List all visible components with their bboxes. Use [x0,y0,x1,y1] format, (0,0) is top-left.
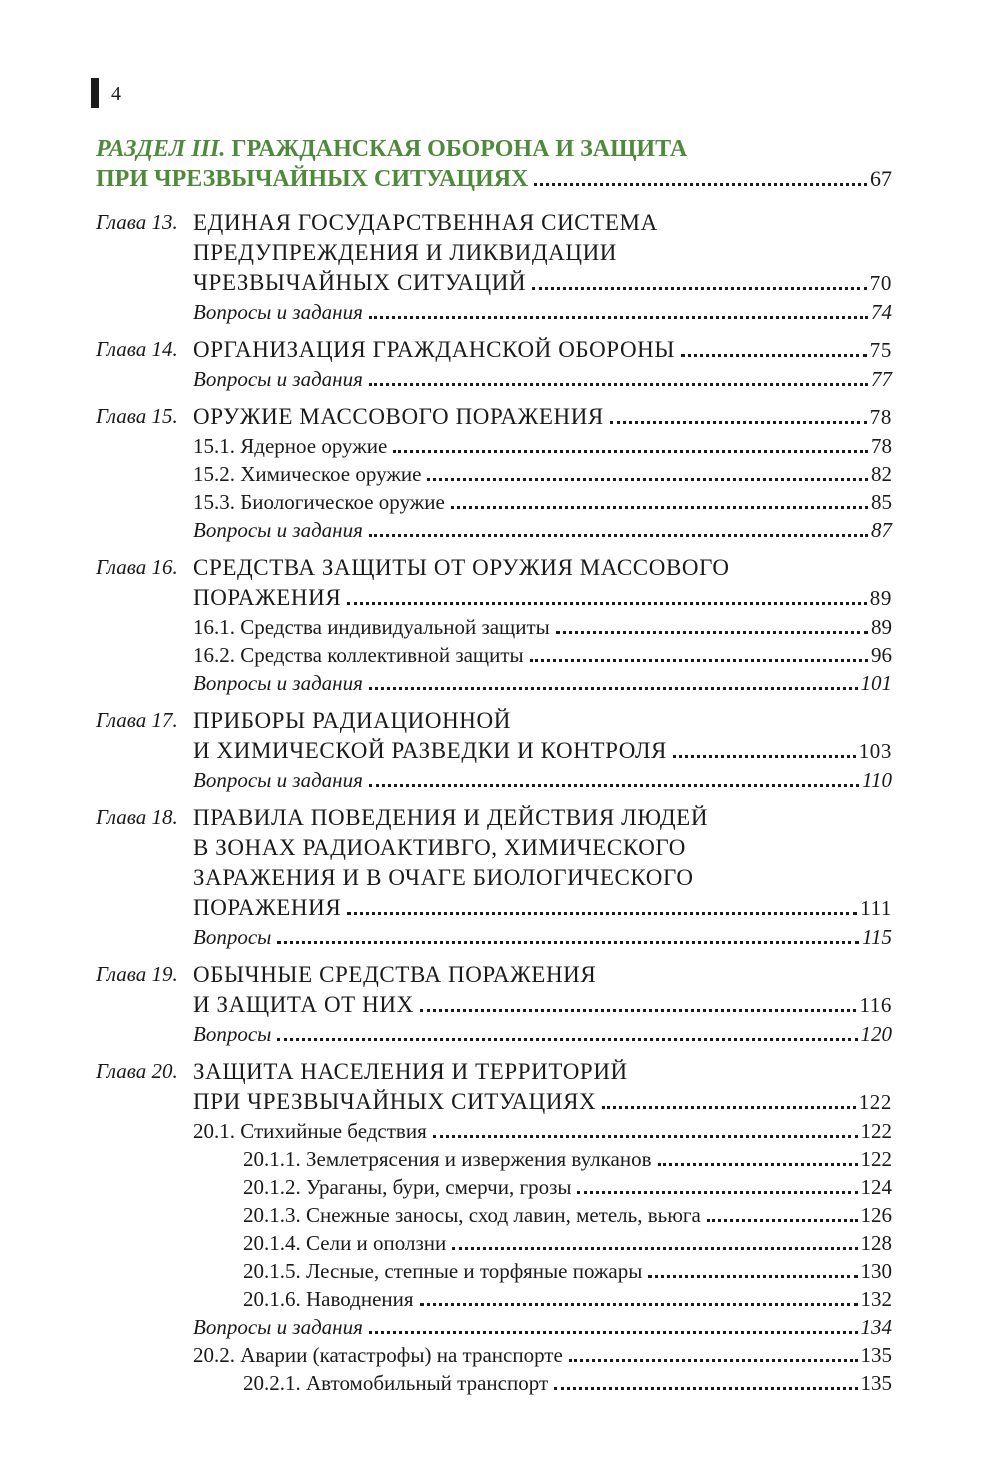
entry-page-number: 101 [860,671,892,695]
toc-chapter [96,402,892,544]
entry-title: 20.1.1. Землетрясения и извержения вулканов [243,1147,652,1171]
entry-page-number: 130 [860,1259,892,1283]
dot-leader [534,183,867,186]
dot-leader [602,1106,855,1109]
toc-entry[interactable] [193,706,892,736]
toc-entry[interactable] [193,516,892,544]
toc-entry[interactable] [193,766,892,794]
entry-page-number: 115 [862,925,892,949]
entry-title: 20.1.6. Наводнения [243,1287,414,1311]
chapter-entries [193,706,892,794]
dot-leader [369,784,859,787]
toc-chapter [96,335,892,393]
dot-leader [532,287,867,290]
toc-entry[interactable] [193,1173,892,1201]
entry-page-number: 120 [860,1022,892,1046]
entry-title: ОРУЖИЕ МАССОВОГО ПОРАЖЕНИЯ [193,404,604,429]
dot-leader [673,755,856,758]
dot-leader [369,534,868,537]
entry-page-number: 128 [860,1231,892,1255]
toc-entry[interactable] [193,960,892,990]
entry-page-number: 134 [860,1315,892,1339]
entry-title: ПРИБОРЫ РАДИАЦИОННОЙ [193,708,511,733]
dot-leader [530,659,868,662]
toc-entry[interactable] [193,613,892,641]
dot-leader [681,354,867,357]
page-marker-bar [91,78,99,108]
section-label: РАЗДЕЛ III. [96,136,226,162]
chapter-label: Глава 18. [96,805,178,829]
toc-entry[interactable] [193,833,892,863]
toc-entry[interactable] [193,402,892,432]
entry-title: Вопросы [193,1022,272,1046]
entry-title: Вопросы и задания [193,1315,363,1339]
chapter-entries [193,1057,892,1397]
entry-page-number: 124 [860,1175,892,1199]
entry-title: ОБЫЧНЫЕ СРЕДСТВА ПОРАЖЕНИЯ [193,962,597,987]
entry-title: ПОРАЖЕНИЯ [193,895,342,920]
entry-title: ПРИ ЧРЕЗВЫЧАЙНЫХ СИТУАЦИЯХ [193,1089,597,1114]
dot-leader [707,1219,858,1222]
entry-title: ЧРЕЗВЫЧАЙНЫХ СИТУАЦИЙ [193,270,527,295]
entry-page-number: 110 [862,768,892,792]
dot-leader [347,602,867,605]
entry-title: 15.1. Ядерное оружие [193,434,388,458]
entry-page-number: 85 [871,490,892,514]
entry-page-number: 89 [869,586,892,610]
toc-chapter [96,1057,892,1397]
dot-leader [369,687,858,690]
entry-title: И ХИМИЧЕСКОЙ РАЗВЕДКИ И КОНТРОЛЯ [193,738,667,763]
entry-page-number: 89 [871,615,892,639]
entry-title: ЕДИНАЯ ГОСУДАРСТВЕННАЯ СИСТЕМА [193,210,658,235]
entry-page-number: 78 [869,405,892,429]
dot-leader [433,1135,858,1138]
entry-title: ПРЕДУПРЕЖДЕНИЯ И ЛИКВИДАЦИИ [193,240,618,265]
dot-leader [393,450,868,453]
toc-entry[interactable] [193,1087,892,1117]
entry-page-number: 96 [871,643,892,667]
entry-page-number: 82 [871,462,892,486]
toc-entry[interactable] [193,990,892,1020]
entry-title: Вопросы и задания [193,768,363,792]
toc-entry[interactable] [193,583,892,613]
toc-entry[interactable] [193,1057,892,1087]
dot-leader [451,506,868,509]
entry-title: И ЗАЩИТА ОТ НИХ [193,992,414,1017]
toc-entry[interactable] [193,1145,892,1173]
toc-entry[interactable] [193,1020,892,1048]
entry-title: 20.2. Аварии (катастрофы) на транспорте [193,1343,563,1367]
entry-title: ПОРАЖЕНИЯ [193,585,342,610]
entry-page-number: 135 [860,1343,892,1367]
toc-entry[interactable] [193,1201,892,1229]
entry-title: Вопросы и задания [193,300,363,324]
entry-title: 15.3. Биологическое оружие [193,490,445,514]
dot-leader [554,1387,857,1390]
toc-entry[interactable] [193,1369,892,1397]
toc-entry[interactable] [193,365,892,393]
toc-entry[interactable] [193,923,892,951]
chapter-label: Глава 15. [96,404,178,428]
toc-chapter [96,960,892,1048]
toc-chapter [96,803,892,951]
toc-entry[interactable] [193,1313,892,1341]
toc-entry[interactable] [193,1285,892,1313]
entry-title: 20.1.5. Лесные, степные и торфяные пожары [243,1259,643,1283]
chapter-label: Глава 19. [96,962,178,986]
chapter-entries [193,803,892,951]
entry-page-number: 111 [860,896,892,920]
toc-entry[interactable] [193,208,892,238]
section-page: 67 [870,166,892,191]
chapter-entries [193,335,892,393]
chapter-label: Глава 20. [96,1059,178,1083]
chapter-entries [193,553,892,697]
dot-leader [577,1191,857,1194]
section-heading-line2 [96,164,892,194]
toc-entry[interactable] [193,335,892,365]
entry-title: 20.1.3. Снежные заносы, сход лавин, метель, вьюга [243,1203,701,1227]
dot-leader [347,912,857,915]
entry-page-number: 77 [871,367,892,391]
chapter-entries [193,402,892,544]
entry-page-number: 70 [869,271,892,295]
dot-leader [452,1247,857,1250]
dot-leader [427,478,868,481]
toc-chapter [96,208,892,326]
toc-entry[interactable] [193,893,892,923]
dot-leader [369,1331,858,1334]
entry-title: СРЕДСТВА ЗАЩИТЫ ОТ ОРУЖИЯ МАССОВОГО [193,555,730,580]
entry-title: Вопросы и задания [193,671,363,695]
toc-entry[interactable] [193,669,892,697]
toc-entry[interactable] [193,863,892,893]
toc-entry[interactable] [193,298,892,326]
entry-page-number: 116 [859,993,892,1017]
toc-entry[interactable] [193,1257,892,1285]
toc-entry[interactable] [193,803,892,833]
entry-page-number: 75 [869,338,892,362]
entry-page-number: 74 [871,300,892,324]
entry-title: Вопросы и задания [193,518,363,542]
section-heading-line1 [96,134,892,164]
page-number: 4 [111,83,121,105]
dot-leader [420,1303,858,1306]
entry-title: 16.2. Средства коллективной защиты [193,643,524,667]
dot-leader [569,1359,858,1362]
section-title-line2: ПРИ ЧРЕЗВЫЧАЙНЫХ СИТУАЦИЯХ [96,166,529,192]
toc-entry[interactable] [193,1117,892,1145]
chapter-label: Глава 14. [96,337,178,361]
table-of-contents [96,208,892,1406]
entry-title: Вопросы и задания [193,367,363,391]
toc-entry[interactable] [193,553,892,583]
entry-title: ОРГАНИЗАЦИЯ ГРАЖДАНСКОЙ ОБОРОНЫ [193,337,676,362]
entry-page-number: 103 [858,739,892,763]
entry-page-number: 122 [860,1147,892,1171]
toc-entry[interactable] [193,641,892,669]
section-title-line1: ГРАЖДАНСКАЯ ОБОРОНА И ЗАЩИТА [231,136,688,162]
dot-leader [369,316,868,319]
dot-leader [277,1038,857,1041]
toc-chapter [96,706,892,794]
toc-entry[interactable] [193,238,892,268]
entry-page-number: 132 [860,1287,892,1311]
toc-entry[interactable] [193,1341,892,1369]
chapter-entries [193,208,892,326]
chapter-label: Глава 16. [96,555,178,579]
dot-leader [610,421,867,424]
chapter-label: Глава 17. [96,708,178,732]
entry-title: ПРАВИЛА ПОВЕДЕНИЯ И ДЕЙСТВИЯ ЛЮДЕЙ [193,805,709,830]
entry-title: 20.2.1. Автомобильный транспорт [243,1371,549,1395]
toc-chapter [96,553,892,697]
entry-title: ЗАЩИТА НАСЕЛЕНИЯ И ТЕРРИТОРИЙ [193,1059,628,1084]
toc-entry[interactable] [193,460,892,488]
dot-leader [369,383,868,386]
entry-title: 20.1. Стихийные бедствия [193,1119,427,1143]
toc-entry[interactable] [193,432,892,460]
chapter-entries [193,960,892,1048]
section-heading [96,134,892,194]
entry-page-number: 122 [860,1119,892,1143]
entry-title: 15.2. Химическое оружие [193,462,422,486]
entry-page-number: 135 [860,1371,892,1395]
entry-page-number: 78 [871,434,892,458]
entry-title: 20.1.4. Сели и оползни [243,1231,447,1255]
toc-entry[interactable] [193,736,892,766]
entry-title: ЗАРАЖЕНИЯ И В ОЧАГЕ БИОЛОГИЧЕСКОГО [193,865,694,890]
toc-entry[interactable] [193,268,892,298]
toc-entry[interactable] [193,1229,892,1257]
dot-leader [658,1163,858,1166]
entry-page-number: 126 [860,1203,892,1227]
dot-leader [277,941,859,944]
entry-page-number: 87 [871,518,892,542]
dot-leader [556,631,868,634]
dot-leader [420,1009,857,1012]
entry-title: 16.1. Средства индивидуальной защиты [193,615,550,639]
entry-title: Вопросы [193,925,272,949]
chapter-label: Глава 13. [96,210,178,234]
entry-title: 20.1.2. Ураганы, бури, смерчи, грозы [243,1175,572,1199]
dot-leader [648,1275,857,1278]
toc-entry[interactable] [193,488,892,516]
entry-title: В ЗОНАХ РАДИОАКТИВГО, ХИМИЧЕСКОГО [193,835,686,860]
entry-page-number: 122 [858,1090,892,1114]
